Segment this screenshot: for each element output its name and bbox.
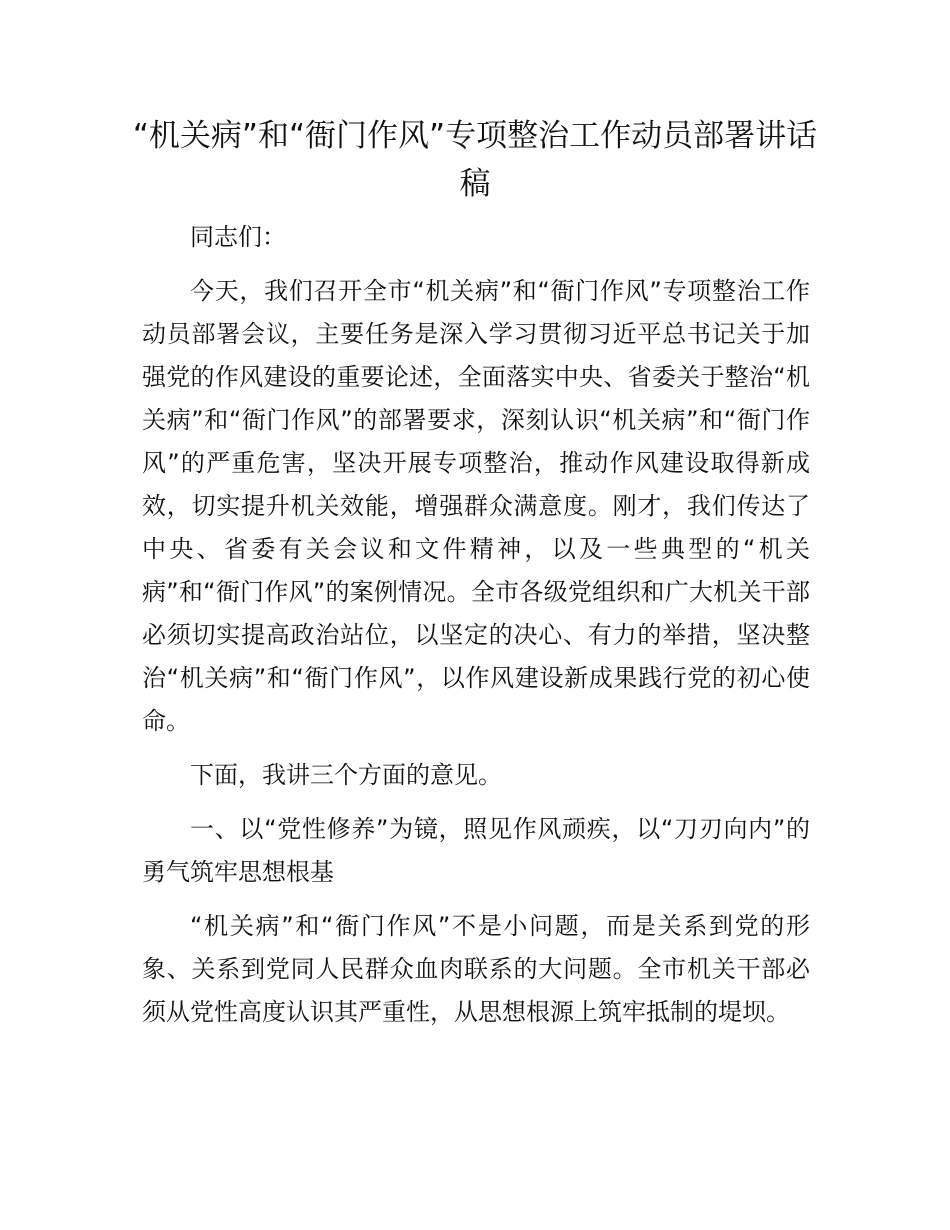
body-paragraph-1: 今天，我们召开全市“机关病”和“衙门作风”专项整治工作动员部署会议，主要任务是深入学习贯彻习近平总书记关于加强党的作风建设的重要论述，全面落实中央、省委关于整治“机关病”和“衙门作风”的部署要求，深刻认识“机关病”和“衙门作风”的严重危害，坚决开展专项整治，推动作风建设取得新成效，切实提升机关效能，增强群众满意度。刚才，我们传达了中央、省委有关会议和文件精神，以及一些典型的“机关病”和“衙门作风”的案例情况。全市各级党组织和广大机关干部必须切实提高政治站位，以坚定的决心、有力的举措，坚决整治“机关病”和“衙门作风”，以作风建设新成果践行党的初心使命。: [142, 277, 810, 735]
section-paragraph: “机关病”和“衙门作风”不是小问题，而是关系到党的形象、关系到党同人民群众血肉联系的大问题。全市机关干部必须从党性高度认识其严重性，从思想根源上筑牢抵制的堤坝。: [142, 912, 810, 1026]
document-title: “机关病”和“衙门作风”专项整治工作动员部署讲话稿: [132, 118, 818, 202]
document-body: [142, 216, 810, 1045]
salutation: 同志们：: [190, 223, 286, 251]
body-paragraph-2: 下面，我讲三个方面的意见。: [190, 761, 502, 789]
section-heading: 一、以“党性修养”为镜，照见作风顽疾，以“刀刃向内”的勇气筑牢思想根基: [142, 815, 810, 886]
